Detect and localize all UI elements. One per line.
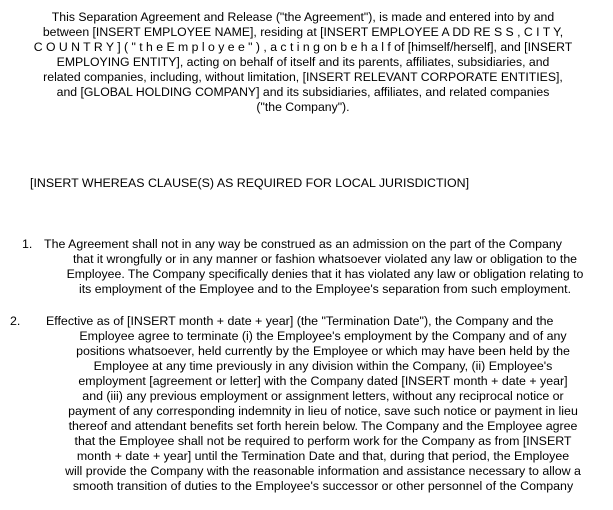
clause-line: that the Employee shall not be required to perform work for the Company as from [INSERT — [74, 434, 572, 448]
clause-line: and (iii) any previous employment or assignment letters, without any reciprocal notice or — [82, 389, 564, 403]
preamble-line: between [INSERT EMPLOYEE NAME], residing at [INSERT EMPLOYEE A DD RE S S , C I T Y, — [42, 25, 564, 39]
whereas-clause: [INSERT WHEREAS CLAUSE(S) AS REQUIRED FOR LOCAL JURISDICTION] — [30, 176, 470, 190]
clause-line: smooth transition of duties to the Employee's successor or other personnel of the Company — [72, 479, 574, 493]
clause-line: Employee. The Company specifically denies that it has violated any law or obligation relating to — [66, 267, 584, 281]
clause-line: positions whatsoever, held currently by the Employee or which may have been held by the — [76, 344, 570, 358]
clause-line: Effective as of [INSERT month + date + year] (the "Termination Date"), the Company and the — [46, 314, 554, 328]
preamble-line: This Separation Agreement and Release ("the Agreement"), is made and entered into by and — [51, 10, 555, 24]
clause-line: Employee at any time previously in any division within the Company, (ii) Employee's — [93, 359, 553, 373]
preamble-line: EMPLOYING ENTITY], acting on behalf of itself and its parents, affiliates, subsidiaries, and — [56, 55, 550, 69]
clause-line: month + date + year] until the Termination Date and that, during that period, the Employee — [76, 449, 570, 463]
clause-line: will provide the Company with the reasonable information and assistance necessary to allow a — [65, 464, 581, 478]
clause-line: thereof and attendant benefits set forth herein below. The Company and the Employee agree — [68, 419, 578, 433]
clause-line: payment of any corresponding indemnity in lieu of notice, save such notice or payment in lieu — [68, 404, 578, 418]
preamble-line: and [GLOBAL HOLDING COMPANY] and its subsidiaries, affiliates, and related companies — [56, 85, 550, 99]
clause-number: 2. — [10, 314, 21, 328]
clause-line: The Agreement shall not in any way be construed as an admission on the part of the Company — [44, 237, 562, 251]
preamble-line: C O U N T R Y ] ( " t h e E m p l o y e e " ) , a c t i n g on b e h a l f of [himself/herself], and [INSERT — [33, 40, 573, 54]
clause-number: 1. — [22, 237, 33, 251]
clause-line: that it wrongfully or in any manner or fashion whatsoever violated any law or obligation to the — [72, 252, 578, 266]
preamble-line: ("the Company"). — [256, 100, 350, 114]
clause-line: its employment of the Employee and to the Employee's separation from such employment. — [79, 282, 571, 296]
preamble-line: related companies, including, without limitation, [INSERT RELEVANT CORPORATE ENTITIES], — [43, 70, 563, 84]
clause-line: employment [agreement or letter] with the Company dated [INSERT month + date + year] — [78, 374, 568, 388]
clause-line: Employee agree to terminate (i) the Employee's employment by the Company and of any — [79, 329, 567, 343]
